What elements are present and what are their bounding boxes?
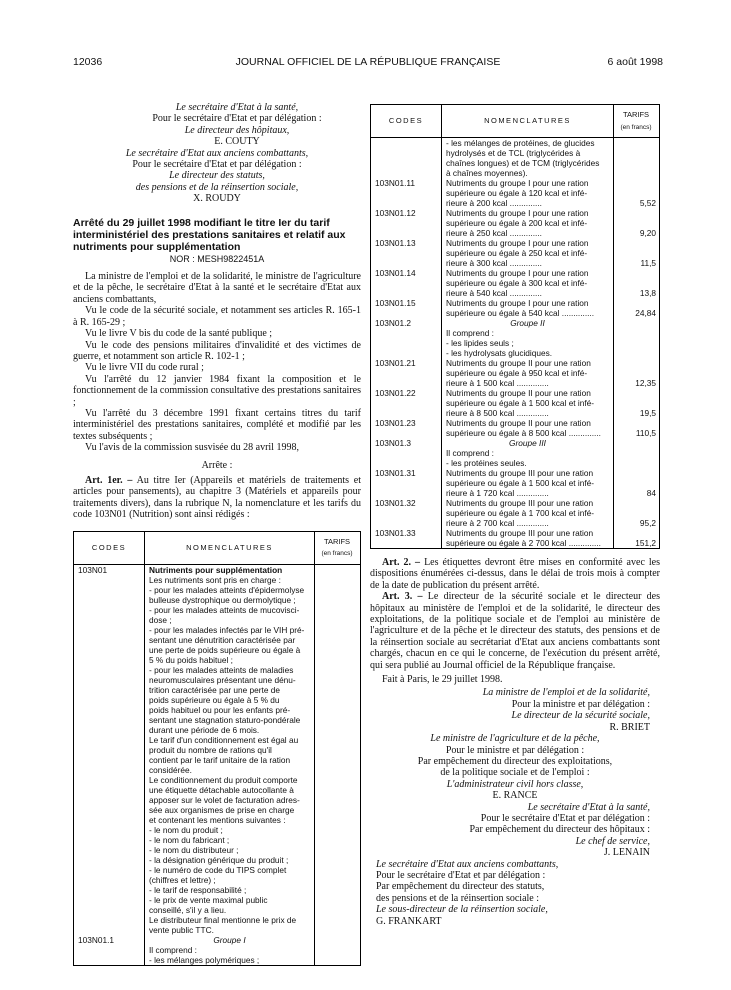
signature-line: E. COUTY (214, 136, 260, 148)
nomenclature-line: dose ; (149, 614, 172, 625)
nomenclature-line: - les lipides seuls ; (446, 338, 514, 348)
nomenclature-line: supérieure ou égale à 1 700 kcal et infé- (446, 508, 595, 518)
tarif-cell (315, 575, 361, 935)
tarif-cell (614, 318, 660, 328)
nomenclature-line: neuromusculaires présentant une dénu- (149, 674, 296, 685)
nomenclature-line: Nutriments du groupe I pour une ration (446, 208, 589, 218)
nomenclature-line: supérieure ou égale à 200 kcal et infé- (446, 218, 588, 228)
tarif-cell: 13,8 (614, 268, 660, 298)
tarifs-header (315, 531, 361, 564)
signature-line: des pensions et de la réinsertion sociale, (135, 181, 299, 193)
nomenclature-line: durant une période de 6 mois. (149, 724, 260, 735)
table-row (371, 178, 660, 208)
nomenclature-cell (442, 318, 614, 328)
signature-line: La ministre de l'emploi et de la solidarité, (482, 687, 650, 699)
tarif-cell: 110,5 (614, 418, 660, 438)
signature-line: E. RANCE (492, 790, 538, 802)
code-cell: 103N01.14 (371, 268, 442, 298)
nomenclature-line: trition caractérisée par une perte de (149, 684, 280, 695)
signature-line: Le directeur des hôpitaux, (184, 124, 290, 136)
tarif-cell: 9,20 (614, 208, 660, 238)
nomenclature-line: rieure à 200 kcal .............. (446, 198, 542, 208)
arrete-title: Arrêté du 29 juillet 1998 modifiant le titre Ier du tarif interministériel des prestations sanitaires et relatif aux nutriments pour supplémentation (73, 216, 346, 253)
journal-title: JOURNAL OFFICIEL DE LA RÉPUBLIQUE FRANÇAISE (235, 56, 501, 68)
nomenclature-line: Il comprend : (446, 448, 494, 458)
preamble-paragraph: Vu le livre VII du code rural ; (85, 362, 204, 374)
code-cell: 103N01.11 (371, 178, 442, 208)
nomenclature-line: Il comprend : (149, 944, 197, 955)
code-cell: 103N01.13 (371, 238, 442, 268)
nomenclature-line: Nutriments du groupe III pour une ration (446, 498, 594, 508)
nomenclature-line: - le tarif de responsabilité ; (149, 884, 247, 895)
nomenclature-line: une étiquette détachable autocollante à (149, 784, 294, 795)
code-cell: 103N01.1 (74, 935, 145, 945)
signature-line: de la politique sociale et de l'emploi : (440, 767, 590, 779)
tarifs-unit: (en francs) (620, 123, 652, 131)
nomenclature-line: Il comprend : (446, 328, 494, 338)
signature-line: R. BRIET (609, 721, 650, 733)
nomenclature-line: - le nom du produit ; (149, 824, 223, 835)
nomenclature-line: - les mélanges de protéines, de glucides (446, 138, 595, 148)
article-2-label: Art. 2. – (382, 557, 421, 568)
tarif-cell: 19,5 (614, 388, 660, 418)
nomenclature-line: Nutriments du groupe I pour une ration (446, 268, 589, 278)
right-signatures (370, 687, 660, 927)
signature-line: X. ROUDY (193, 193, 241, 205)
signature-line: Pour la ministre et par délégation : (511, 698, 650, 710)
issue-date: 6 août 1998 (607, 56, 663, 68)
nomenclature-cell (145, 565, 315, 575)
signature-line: Pour le secrétaire d'Etat et par délégation : (376, 869, 546, 881)
signature-line: Par empêchement du directeur des hôpitaux : (469, 824, 650, 836)
signature-line: Pour le secrétaire d'Etat et par délégation : (132, 159, 302, 171)
nomenclature-line: Nutriments du groupe III pour une ration (446, 468, 594, 478)
nomenclature-cell (442, 468, 614, 498)
table-row (74, 575, 361, 935)
preamble-paragraph: Vu l'avis de la commission susvisée du 28 avril 1998, (85, 442, 299, 454)
signature-line: Pour le secrétaire d'Etat et par délégation : (152, 113, 322, 125)
tarif-cell: 5,52 (614, 178, 660, 208)
nomenclature-line: - pour les malades atteints d'épidermolyse (149, 584, 305, 595)
article-3-text: Le directeur de la sécurité sociale et le directeur des hôpitaux au ministère de l'emploi et de la solidarité, le directeur des exploitations, de la politique sociale et de l'emploi au ministère de l'agriculture et de la pêche et le directeur des statuts, des pensions et de la réinsertion sociale au secrétariat d'Etat aux anciens combattants sont chargés, chacun en ce qui le concerne, de l'exécution du présent arrêté, qui sera publié au Journal officiel de la République française. (370, 591, 661, 671)
nomenclature-line: à chaînes moyennes). (446, 168, 528, 178)
nomenclature-line: poids supérieure ou égale à 5 % du (149, 694, 280, 705)
table-row (371, 208, 660, 238)
nomenclature-line: supérieure ou égale à 950 kcal et infé- (446, 368, 588, 378)
arrete-word: Arrête : (201, 459, 233, 471)
code-cell: 103N01.23 (371, 418, 442, 438)
nomenclature-line: supérieure ou égale à 1 500 kcal et infé- (446, 398, 595, 408)
left-nomenclature-table (73, 531, 361, 966)
code-cell: 103N01.32 (371, 498, 442, 528)
tarif-cell: 95,2 (614, 498, 660, 528)
preamble-paragraph: Vu le livre V bis du code de la santé publique ; (85, 328, 273, 340)
code-cell: 103N01 (74, 565, 145, 575)
preamble-paragraph: Vu le code de la sécurité sociale, et notamment ses articles R. 165-1 à R. 165-29 ; (73, 305, 361, 328)
nomenclature-line: Groupe III (509, 438, 546, 448)
code-cell (371, 328, 442, 358)
signature-line: Le directeur des statuts, (169, 170, 265, 182)
tarif-cell (614, 138, 660, 179)
nomenclature-line: - pour les malades infectés par le VIH pré- (149, 624, 305, 635)
nomenclature-line: Nutriments du groupe II pour une ration (446, 418, 591, 428)
table-row (74, 945, 361, 966)
nomenclature-line: Nutriments du groupe II pour une ration (446, 388, 591, 398)
table-row (371, 468, 660, 498)
nomenclature-line: Groupe II (510, 318, 545, 328)
table-row (371, 438, 660, 448)
signature-line: L'administrateur civil hors classe, (446, 778, 584, 790)
nomenclatures-header: NOMENCLATURES (145, 531, 315, 564)
right-nomenclature-table (370, 104, 660, 549)
signature-line: Le secrétaire d'Etat à la santé, (175, 102, 299, 113)
signature-line: Le secrétaire d'Etat aux anciens combattants, (125, 147, 309, 159)
nomenclature-line: - pour les malades atteints de maladies (149, 664, 294, 675)
nomenclature-line: conseillé, s'il y a lieu. (149, 904, 227, 915)
preamble-paragraph: La ministre de l'emploi et de la solidarité, le ministre de l'agriculture et de la pêche, le secrétaire d'Etat à la santé et le secrétaire d'Etat aux anciens combattants, (73, 271, 361, 305)
nomenclature-cell (145, 575, 315, 935)
nomenclature-line: - les hydrolysats glucidiques. (446, 348, 553, 358)
nomenclature-line: - le prix de vente maximal public (149, 894, 268, 905)
table-row (371, 528, 660, 549)
table-row (371, 358, 660, 388)
nomenclature-line: - les mélanges polymériques ; (149, 954, 260, 965)
tarifs-header (614, 105, 660, 138)
nomenclature-line: supérieure ou égale à 2 700 kcal .............. (446, 538, 601, 548)
nomenclature-line: Le distributeur final mentionne le prix de (149, 914, 297, 925)
tarif-cell: 11,5 (614, 238, 660, 268)
signature-line: Le secrétaire d'Etat à la santé, (527, 801, 650, 813)
nomenclature-line: supérieure ou égale à 1 500 kcal et infé- (446, 478, 595, 488)
signature-line: Pour le secrétaire d'Etat et par délégation : (480, 812, 650, 824)
nomenclature-line: Nutriments du groupe I pour une ration (446, 238, 589, 248)
signature-line: J. LENAIN (603, 847, 650, 859)
nomenclature-line: sée aux organismes de prise en charge (149, 804, 295, 815)
code-cell: 103N01.21 (371, 358, 442, 388)
nomenclature-cell (442, 498, 614, 528)
left-signatures (73, 102, 361, 205)
tarif-cell: 151,2 (614, 528, 660, 549)
page-number: 12036 (73, 56, 103, 68)
tarifs-label: TARIFS (622, 110, 650, 120)
code-cell (371, 448, 442, 468)
nomenclatures-header: NOMENCLATURES (442, 105, 614, 138)
table-row (371, 448, 660, 468)
code-cell (74, 945, 145, 966)
tarifs-label: TARIFS (323, 536, 351, 546)
signature-line: Le secrétaire d'Etat aux anciens combattants, (376, 858, 559, 870)
tarif-cell: 24,84 (614, 298, 660, 318)
nomenclature-line: produit du nombre de rations qu'il (149, 744, 272, 755)
nomenclature-line: sentant une dénutrition caractérisée par (149, 634, 296, 645)
table-row (371, 238, 660, 268)
table-row (371, 138, 660, 179)
nomenclature-line: Les nutriments sont pris en charge : (149, 574, 281, 585)
nomenclature-line: - le numéro de code du TIPS complet (149, 864, 287, 875)
nomenclature-cell (442, 528, 614, 549)
tarifs-unit: (en francs) (321, 550, 353, 558)
nomenclature-cell (442, 208, 614, 238)
arrete-preamble (73, 271, 361, 454)
nomenclature-cell (442, 418, 614, 438)
nomenclature-line: rieure à 300 kcal .............. (446, 258, 542, 268)
nomenclature-cell (442, 268, 614, 298)
table-row (371, 418, 660, 438)
nomenclature-line: Groupe I (213, 934, 246, 945)
tarif-cell (614, 328, 660, 358)
code-cell: 103N01.31 (371, 468, 442, 498)
nomenclature-cell (442, 358, 614, 388)
signature-line: des pensions et de la réinsertion sociale : (376, 892, 540, 904)
nomenclature-line: Le tarif d'un conditionnement est égal au (149, 734, 299, 745)
table-row (74, 565, 361, 575)
article-3 (370, 591, 660, 671)
tarif-cell: 12,35 (614, 358, 660, 388)
tarif-cell (614, 438, 660, 448)
right-column (370, 104, 660, 927)
signature-line: Le chef de service, (575, 835, 650, 847)
nomenclature-line: supérieure ou égale à 250 kcal et infé- (446, 248, 588, 258)
nomenclature-cell (145, 935, 315, 945)
signature-line: Par empêchement du directeur des exploitations, (417, 755, 613, 767)
code-cell: 103N01.15 (371, 298, 442, 318)
nomenclature-line: rieure à 250 kcal .............. (446, 228, 542, 238)
nomenclature-cell (442, 328, 614, 358)
nomenclature-line: rieure à 2 700 kcal .............. (446, 518, 549, 528)
signature-line: Le ministre de l'agriculture et de la pêche, (430, 733, 600, 745)
article-1 (73, 475, 361, 521)
nomenclature-line: Nutriments du groupe III pour une ration (446, 528, 594, 538)
nomenclature-line: vente public TTC. (149, 924, 214, 935)
code-cell: 103N01.2 (371, 318, 442, 328)
codes-header: CODES (74, 531, 145, 564)
nomenclature-line: - les protéines seules. (446, 458, 527, 468)
nomenclature-line: Nutriments du groupe II pour une ration (446, 358, 591, 368)
nomenclature-line: une perte de poids supérieure ou égale à (149, 644, 301, 655)
nomenclature-line: supérieure ou égale à 540 kcal .............. (446, 308, 595, 318)
signature-line: Par empêchement du directeur des statuts, (376, 881, 545, 893)
nomenclature-cell (442, 138, 614, 179)
nomenclature-cell (145, 945, 315, 966)
nomenclature-line: apposer sur le volet de facturation adres- (149, 794, 300, 805)
tarif-cell: 84 (614, 468, 660, 498)
table-row (371, 318, 660, 328)
code-cell (371, 138, 442, 179)
table-row (371, 268, 660, 298)
code-cell: 103N01.3 (371, 438, 442, 448)
table-row (371, 328, 660, 358)
signature-line: G. FRANKART (376, 915, 442, 927)
nomenclature-line: bulleuse dystrophique ou dermolytique ; (149, 594, 296, 605)
nomenclature-cell (442, 238, 614, 268)
tarif-cell (614, 448, 660, 468)
tarif-cell (315, 945, 361, 966)
preamble-paragraph: Vu le code des pensions militaires d'invalidité et des victimes de guerre, et notamment son article R. 102-1 ; (73, 339, 361, 362)
signature-line: Le directeur de la sécurité sociale, (511, 710, 650, 722)
code-cell: 103N01.22 (371, 388, 442, 418)
nomenclature-line: rieure à 1 720 kcal .............. (446, 488, 549, 498)
page-header (73, 56, 663, 70)
article-2-text: Les étiquettes devront être mises en conformité avec les dispositions énumérées ci-dessus, dans le délai de trois mois à compter de la date de publication du présent arrêté. (370, 557, 661, 591)
nor-reference: NOR : MESH9822451A (169, 253, 265, 264)
tarif-cell (315, 565, 361, 575)
fait-a-paris: Fait à Paris, le 29 juillet 1998. (382, 674, 503, 686)
preamble-paragraph: Vu l'arrêté du 3 décembre 1991 fixant certains titres du tarif interministériel des prestations sanitaires, complété et modifié par les textes subséquents ; (73, 407, 361, 442)
nomenclature-line: supérieure ou égale à 300 kcal et infé- (446, 278, 588, 288)
table-row (371, 498, 660, 528)
nomenclature-cell (442, 298, 614, 318)
table-row (371, 388, 660, 418)
table-row (74, 935, 361, 945)
nomenclature-cell (442, 438, 614, 448)
left-column (73, 102, 361, 966)
nomenclature-line: 5 % du poids habituel ; (149, 654, 233, 665)
nomenclature-line: poids habituel ou pour les enfants pré- (149, 704, 291, 715)
article-1-label: Art. 1er. – (85, 474, 133, 486)
codes-header: CODES (371, 105, 442, 138)
code-cell: 103N01.33 (371, 528, 442, 549)
nomenclature-line: - pour les malades atteints de mucovisci- (149, 604, 300, 615)
code-cell (74, 575, 145, 935)
nomenclature-line: supérieure ou égale à 120 kcal et infé- (446, 188, 588, 198)
nomenclature-line: sentant une stagnation staturo-pondérale (149, 714, 301, 725)
tarif-cell (315, 935, 361, 945)
nomenclature-line: chaînes longues) et de TCM (triglycérides (446, 158, 600, 168)
table-row (371, 298, 660, 318)
signature-line: Le sous-directeur de la réinsertion sociale, (376, 904, 548, 916)
nomenclature-line: Nutriments du groupe I pour une ration (446, 178, 589, 188)
article-3-label: Art. 3. – (382, 591, 423, 603)
nomenclature-line: contient par le tarif unitaire de la ration (149, 754, 291, 765)
nomenclature-line: supérieure ou égale à 8 500 kcal .............. (446, 428, 601, 438)
nomenclature-cell (442, 178, 614, 208)
nomenclature-line: hydrolysés et de TCL (triglycérides à (446, 148, 581, 158)
nomenclature-line: considérée. (149, 764, 192, 775)
nomenclature-line: Nutriments pour supplémentation (149, 564, 283, 575)
nomenclature-line: - la désignation générique du produit ; (149, 854, 289, 865)
nomenclature-line: rieure à 1 500 kcal .............. (446, 378, 549, 388)
nomenclature-line: (chiffres et lettre) ; (149, 874, 216, 885)
nomenclature-cell (442, 448, 614, 468)
code-cell: 103N01.12 (371, 208, 442, 238)
nomenclature-cell (442, 388, 614, 418)
article-2 (370, 557, 660, 591)
nomenclature-line: - le nom du fabricant ; (149, 834, 230, 845)
preamble-paragraph: Vu l'arrêté du 12 janvier 1984 fixant la composition et le fonctionnement de la commission consultative des prestations sanitaires ; (73, 373, 361, 408)
nomenclature-line: rieure à 540 kcal .............. (446, 288, 542, 298)
nomenclature-line: Le conditionnement du produit comporte (149, 774, 298, 785)
nomenclature-line: rieure à 8 500 kcal .............. (446, 408, 549, 418)
article-1-text: Au titre Ier (Appareils et matériels de traitements et articles pour pansements), au chapitre 3 (Matériels et appareils pour traitements divers), dans la rubrique N, la nomenclature et les tarifs du code 103N01 (Nutrition) sont ainsi rédigés : (73, 474, 361, 521)
nomenclature-line: Nutriments du groupe I pour une ration (446, 298, 589, 308)
signature-line: Pour le ministre et par délégation : (445, 744, 585, 756)
nomenclature-line: et contenant les mentions suivantes : (149, 814, 286, 825)
nomenclature-line: - le nom du distributeur ; (149, 844, 239, 855)
